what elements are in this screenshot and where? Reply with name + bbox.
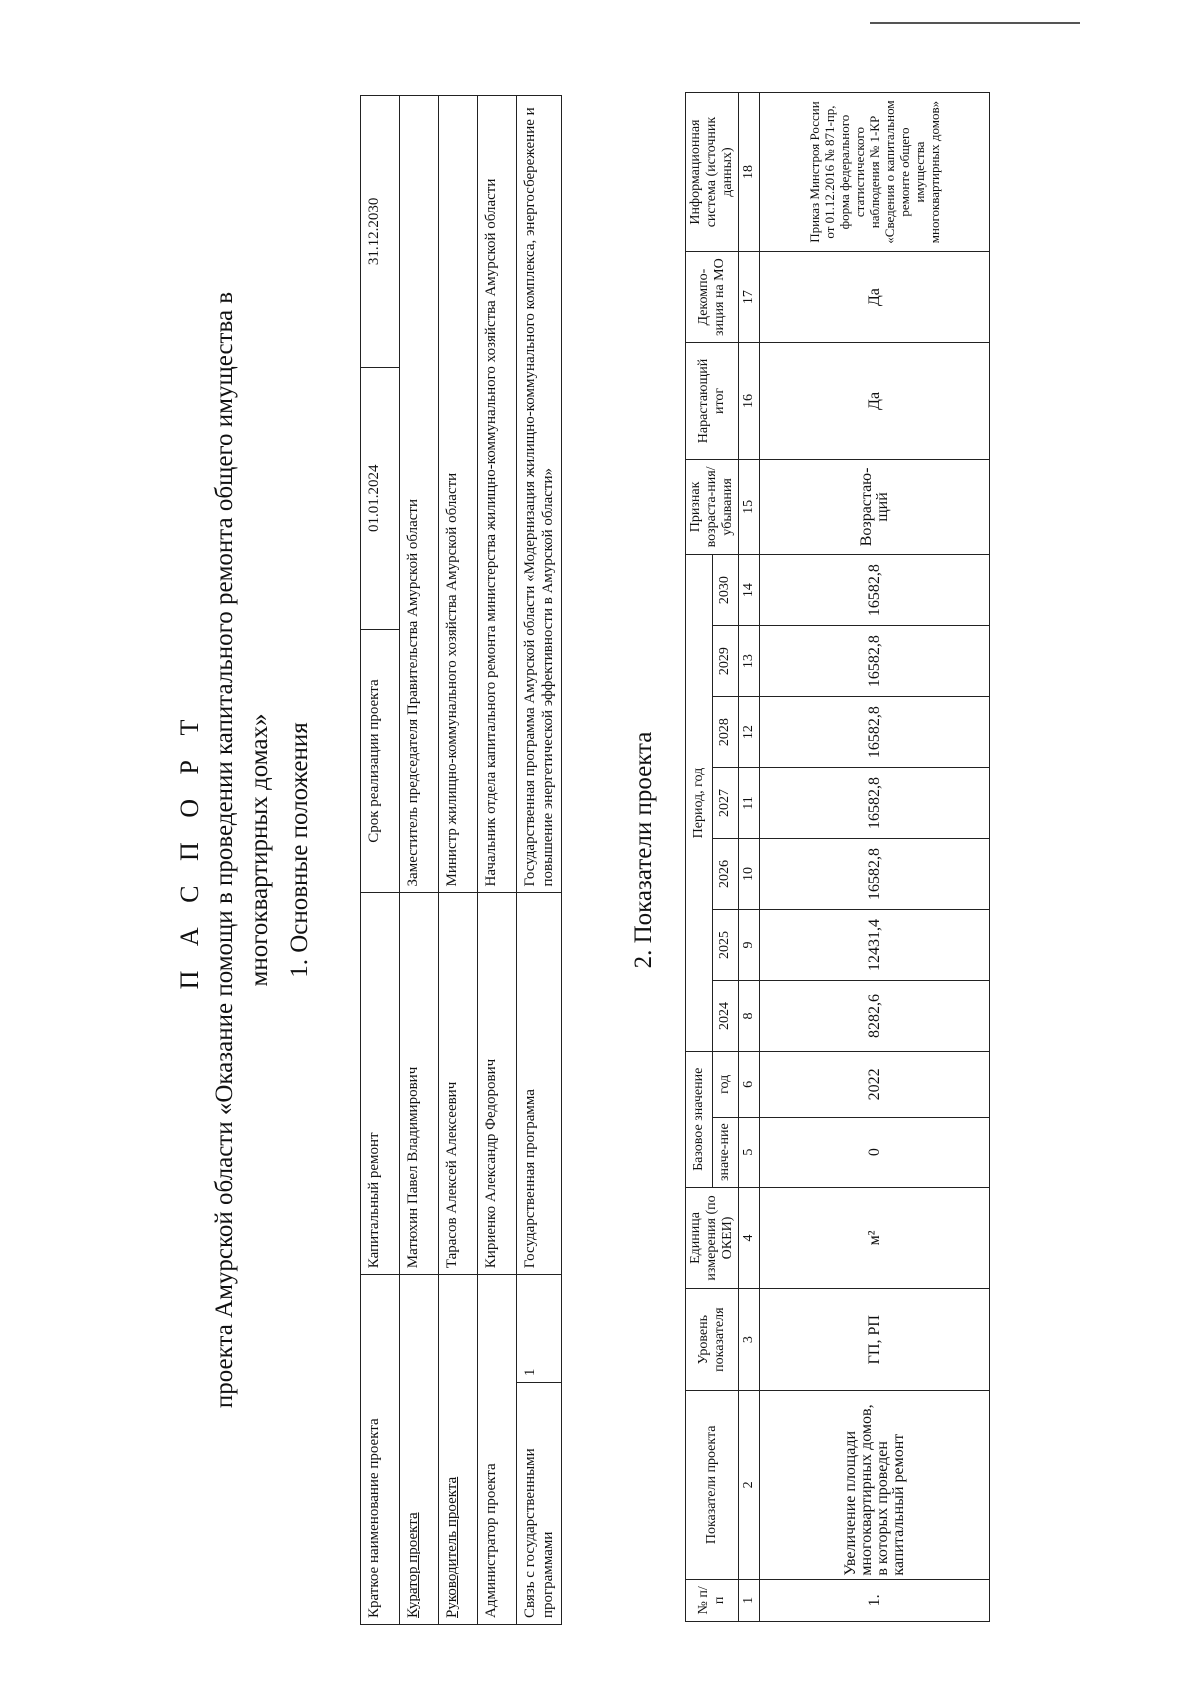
- document-subtitle-line1: проекта Амурской области «Оказание помощи в проведении капитального ремонта общего имущества в: [211, 291, 238, 1409]
- document-title: П А С П О Р Т: [175, 710, 204, 990]
- header-cumulative: Нарастающий итог: [686, 343, 739, 460]
- header-year: 2030: [712, 555, 739, 626]
- period-start: 01.01.2024: [361, 367, 400, 629]
- header-level: Уровень показателя: [686, 1289, 739, 1391]
- column-number-row: [739, 93, 760, 1622]
- col-number: 4: [739, 1187, 760, 1289]
- header-year: 2024: [712, 981, 739, 1052]
- program-number: 1: [517, 1275, 562, 1383]
- header-sign: Признак возраста-ния/ убывания: [686, 459, 739, 554]
- col-number: 3: [739, 1289, 760, 1391]
- row-base-year: 2022: [760, 1051, 990, 1117]
- row-indicator: Увеличение площади многоквартирных домов, в которых проведен капитальный ремонт: [760, 1391, 990, 1580]
- head-label: Руководитель проекта: [439, 1275, 478, 1625]
- table-row: [361, 96, 400, 1625]
- header-info-system: Информационная система (источник данных): [686, 93, 739, 252]
- document-title-block: [175, 80, 275, 1620]
- table-row: [478, 96, 517, 1625]
- table-header-row: [686, 93, 713, 1622]
- col-number: 14: [739, 555, 760, 626]
- row-year-value: 8282,6: [760, 981, 990, 1052]
- table-row: [517, 96, 562, 1625]
- admin-value: Кириенко Александр Федорович: [478, 893, 517, 1275]
- basic-info-table: [360, 95, 562, 1625]
- curator-label: Куратор проекта: [400, 1275, 439, 1625]
- header-year: 2025: [712, 910, 739, 981]
- col-number: 9: [739, 910, 760, 981]
- col-number: 11: [739, 768, 760, 839]
- row-cumulative: Да: [760, 343, 990, 460]
- head-value: Тарасов Алексей Алексеевич: [439, 893, 478, 1275]
- row-decomposition: Да: [760, 252, 990, 343]
- header-year: 2027: [712, 768, 739, 839]
- row-info-system: Приказ Минстроя России от 01.12.2016 № 871-пр, форма федерального статистического наблюдения № 1-КР «Сведения о капитальном ремонте общего имущества многоквартирных домов»: [760, 93, 990, 252]
- col-number: 8: [739, 981, 760, 1052]
- header-period: Период, год: [686, 555, 713, 1052]
- row-year-value: 16582,8: [760, 697, 990, 768]
- section2-heading: 2. Показатели проекта: [630, 731, 657, 969]
- admin-label: Администратор проекта: [478, 1275, 517, 1625]
- col-number: 17: [739, 252, 760, 343]
- indicators-table: [685, 92, 990, 1622]
- row-unit: м²: [760, 1187, 990, 1289]
- header-num: № п/п: [686, 1579, 739, 1621]
- admin-position: Начальник отдела капитального ремонта министерства жилищно-коммунального хозяйства Амурской области: [478, 96, 517, 893]
- short-name-value: Капитальный ремонт: [361, 893, 400, 1275]
- row-year-value: 16582,8: [760, 839, 990, 910]
- header-year: 2026: [712, 839, 739, 910]
- program-label: Связь с государственными программами: [517, 1383, 562, 1625]
- curator-position: Заместитель председателя Правительства Амурской области: [400, 96, 439, 893]
- table-row: [760, 93, 990, 1622]
- table-row: [439, 96, 478, 1625]
- row-num: 1.: [760, 1579, 990, 1621]
- col-number: 5: [739, 1117, 760, 1187]
- row-year-value: 12431,4: [760, 910, 990, 981]
- row-year-value: 16582,8: [760, 768, 990, 839]
- period-end: 31.12.2030: [361, 96, 400, 368]
- head-position: Министр жилищно-коммунального хозяйства Амурской области: [439, 96, 478, 893]
- header-indicator: Показатели проекта: [686, 1391, 739, 1580]
- row-sign: Возрастаю-щий: [760, 459, 990, 554]
- row-year-value: 16582,8: [760, 555, 990, 626]
- header-base-value: значе-ние: [712, 1117, 739, 1187]
- header-base-year: год: [712, 1051, 739, 1117]
- short-name-label: Краткое наименование проекта: [361, 1275, 400, 1625]
- period-label: Срок реализации проекта: [361, 629, 400, 893]
- col-number: 12: [739, 697, 760, 768]
- row-year-value: 16582,8: [760, 626, 990, 697]
- header-base: Базовое значение: [686, 1051, 713, 1187]
- col-number: 16: [739, 343, 760, 460]
- col-number: 6: [739, 1051, 760, 1117]
- program-type: Государственная программа: [517, 893, 562, 1275]
- header-unit: Единица измерения (по ОКЕИ): [686, 1187, 739, 1289]
- section1-heading: 1. Основные положения: [286, 722, 313, 978]
- header-year: 2028: [712, 697, 739, 768]
- col-number: 15: [739, 459, 760, 554]
- col-number: 13: [739, 626, 760, 697]
- curator-value: Матюхин Павел Владимирович: [400, 893, 439, 1275]
- header-year: 2029: [712, 626, 739, 697]
- col-number: 18: [739, 93, 760, 252]
- col-number: 10: [739, 839, 760, 910]
- header-decomposition: Декомпо-зиция на МО: [686, 252, 739, 343]
- row-base-value: 0: [760, 1117, 990, 1187]
- col-number: 2: [739, 1391, 760, 1580]
- document-subtitle-line2: многоквартирных домах»: [246, 713, 273, 987]
- row-level: ГП, РП: [760, 1289, 990, 1391]
- program-value: Государственная программа Амурской области «Модернизация жилищно-коммунального комплекса, энергосбережение и повышение энергетической эффективности в Амурской области»: [517, 96, 562, 893]
- col-number: 1: [739, 1579, 760, 1621]
- table-row: [400, 96, 439, 1625]
